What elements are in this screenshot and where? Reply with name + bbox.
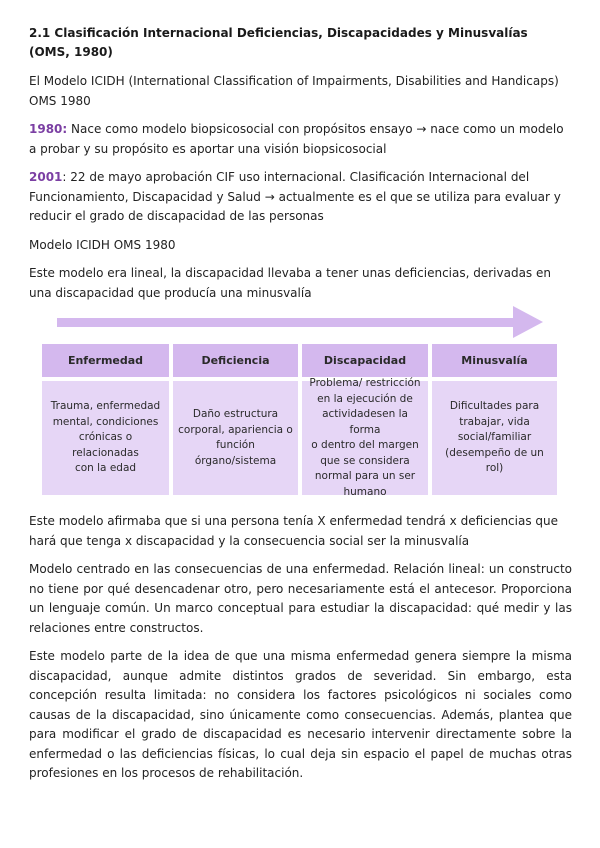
closing-section bbox=[29, 512, 572, 784]
cell-enfermedad-text: Trauma, enfermedad mental, condiciones crónicas o relacionadas con la edad bbox=[50, 400, 161, 475]
cell-discapacidad bbox=[302, 377, 428, 498]
model-label: Modelo ICIDH OMS 1980 bbox=[29, 237, 176, 252]
header-deficiencia: Deficiencia bbox=[173, 344, 298, 377]
closing-paragraph-2: Modelo centrado en las consecuencias de una enfermedad. Relación lineal: un constructo no tiene por qué desencadenar otro, pero necesariamente está el antecesor. Proporciona un lenguaje común. Un marco conceptual para estudiar la discapacidad: qué medir y las relaciones entre constructos. bbox=[29, 562, 572, 635]
closing-paragraph-3: Este modelo parte de la idea de que una misma enfermedad genera siempre la misma discapacidad, aunque admite distintos grados de severidad. Sin embargo, esta concepción resulta limitada: no considera los factores psicológicos ni sociales como causas de la discapacidad, sino únicamente como consecuencias. Además, plantea que para modificar el grado de discapacidad es necesario intervenir directamente sobre la enfermedad o las deficiencias físicas, lo cual deja sin espacio el papel de muchas otras profesiones en los procesos de rehabilitación. bbox=[29, 649, 572, 780]
paragraph-2001 bbox=[29, 168, 572, 227]
header-minusvalia: Minusvalía bbox=[432, 344, 557, 377]
text-1980: Nace como modelo biopsicosocial con propósitos ensayo → nace como un modelo a probar y su propósito es aportar una visión biopsicosocial bbox=[29, 122, 564, 156]
linear-paragraph: Este modelo era lineal, la discapacidad llevaba a tener unas deficiencias, derivadas en una discapacidad que producía una minusvalía bbox=[29, 266, 551, 300]
text-2001: : 22 de mayo aprobación CIF uso internacional. Clasificación Internacional del Funcionamiento, Discapacidad y Salud → actualmente es el que se utiliza para evaluar y reducir el grado de discapacidad de las personas bbox=[29, 170, 561, 223]
cell-minusvalia bbox=[432, 381, 557, 495]
cell-minusvalia-text: Dificultades para trabajar, vida social/familiar (desempeño de un rol) bbox=[445, 400, 544, 475]
progression-arrow-icon bbox=[57, 306, 543, 338]
year-2001: 2001 bbox=[29, 170, 63, 184]
icidh-diagram bbox=[42, 306, 557, 496]
section-heading: 2.1 Clasificación Internacional Deficiencias, Discapacidades y Minusvalías (OMS, 1980) bbox=[29, 26, 528, 59]
cell-discapacidad-text: Problema/ restricción en la ejecución de actividadesen la forma o dentro del margen que se considera normal para un ser humano bbox=[309, 377, 421, 498]
intro-paragraph: El Modelo ICIDH (International Classification of Impairments, Disabilities and Handicaps) OMS 1980 bbox=[29, 74, 559, 108]
document-page bbox=[29, 24, 572, 303]
cell-deficiencia-text: Daño estructura corporal, apariencia o función órgano/sistema bbox=[178, 408, 293, 467]
year-1980: 1980: bbox=[29, 122, 68, 136]
cell-enfermedad bbox=[42, 381, 169, 495]
header-enfermedad: Enfermedad bbox=[42, 344, 169, 377]
header-discapacidad: Discapacidad bbox=[302, 344, 428, 377]
cell-deficiencia bbox=[173, 381, 298, 495]
closing-paragraph-1: Este modelo afirmaba que si una persona tenía X enfermedad tendrá x deficiencias que hará que tenga x discapacidad y la consecuencia social ser la minusvalía bbox=[29, 514, 559, 548]
paragraph-1980 bbox=[29, 120, 572, 159]
